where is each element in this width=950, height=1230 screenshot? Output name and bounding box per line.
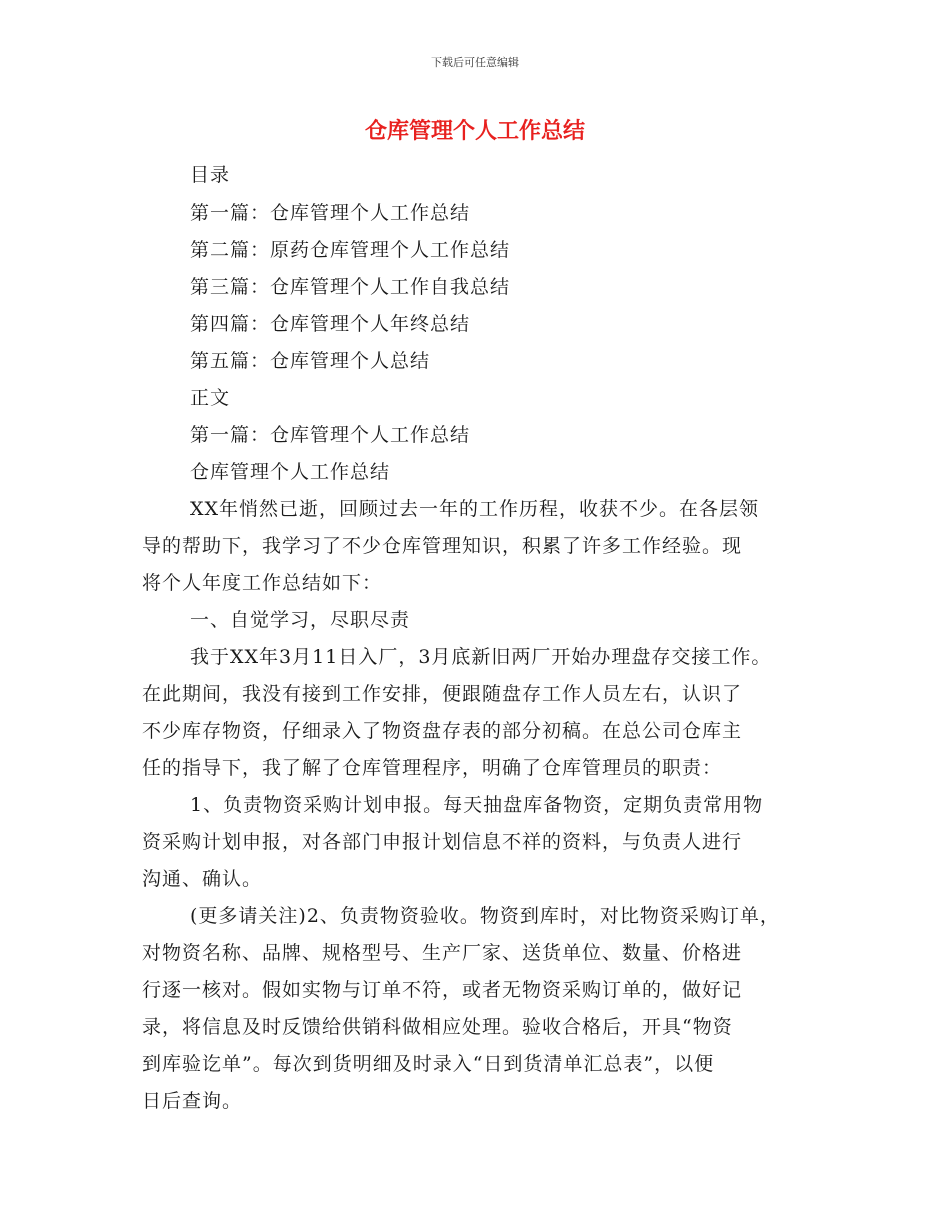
- paragraph-line: 沟通、确认。: [142, 868, 263, 890]
- paragraph-line: XX年悄然已逝，回顾过去一年的工作历程，收获不少。在各层领: [190, 498, 760, 520]
- toc-item: 第一篇：仓库管理个人工作总结: [190, 202, 471, 224]
- paragraph-line: (更多请关注)2、负责物资验收。物资到库时，对比物资采购订单，: [190, 905, 780, 927]
- paragraph-line: 资采购计划申报，对各部门申报计划信息不祥的资料，与负责人进行: [142, 831, 743, 853]
- toc-item: 第二篇：原药仓库管理个人工作总结: [190, 239, 511, 261]
- toc-item: 第四篇：仓库管理个人年终总结: [190, 313, 471, 335]
- paragraph-line: 在此期间，我没有接到工作安排，便跟随盘存工作人员左右，认识了: [142, 683, 743, 705]
- paragraph-line: 导的帮助下，我学习了不少仓库管理知识，积累了许多工作经验。现: [142, 535, 743, 557]
- paragraph-line: 行逐一核对。假如实物与订单不符，或者无物资采购订单的，做好记: [142, 979, 743, 1001]
- paragraph-line: 任的指导下，我了解了仓库管理程序，明确了仓库管理员的职责：: [142, 757, 723, 779]
- paragraph-line: 我于XX年3月11日入厂，3月底新旧两厂开始办理盘存交接工作。: [190, 646, 772, 668]
- page-header-note: 下载后可任意编辑: [431, 56, 519, 69]
- toc-heading: 目录: [190, 164, 231, 186]
- paragraph-line: 将个人年度工作总结如下：: [142, 572, 383, 594]
- toc-item: 第五篇：仓库管理个人总结: [190, 350, 431, 372]
- document-title: 仓库管理个人工作总结: [364, 119, 585, 144]
- paragraph-line: 录，将信息及时反馈给供销科做相应处理。验收合格后，开具“物资: [142, 1016, 733, 1038]
- subheading: 一、自觉学习，尽职尽责: [190, 609, 411, 631]
- paragraph-line: 到库验讫单”。每次到货明细及时录入“日到货清单汇总表”，以便: [142, 1053, 715, 1075]
- section-label: 正文: [190, 387, 231, 409]
- paragraph-line: 对物资名称、品牌、规格型号、生产厂家、送货单位、数量、价格进: [142, 942, 743, 964]
- paragraph-line: 1、负责物资采购计划申报。每天抽盘库备物资，定期负责常用物: [190, 794, 764, 816]
- toc-item: 第三篇：仓库管理个人工作自我总结: [190, 276, 511, 298]
- paragraph-line: 不少库存物资，仔细录入了物资盘存表的部分初稿。在总公司仓库主: [142, 720, 743, 742]
- paragraph-line: 日后查询。: [142, 1090, 243, 1112]
- article-title: 仓库管理个人工作总结: [190, 461, 391, 483]
- part-heading: 第一篇：仓库管理个人工作总结: [190, 424, 471, 446]
